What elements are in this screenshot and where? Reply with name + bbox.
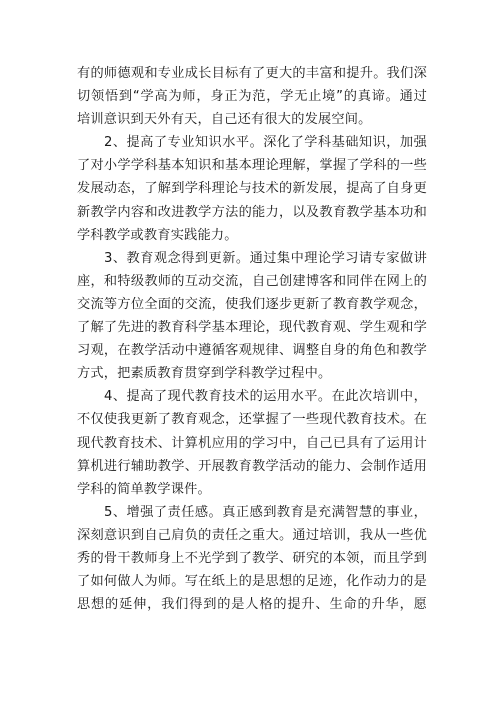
document-body <box>77 62 427 616</box>
text-line: 现代教育技术、计算机应用的学习中，自己已具有了运用计 <box>77 435 427 451</box>
text-line: 交流等方位全面的交流，使我们逐步更新了教育教学观念， <box>77 296 427 312</box>
paragraph-start-line: 2、提高了专业知识水平。深化了学科基础知识，加强 <box>104 135 427 151</box>
text-line: 方式，把素质教育贯穿到学科教学过程中。 <box>77 366 332 382</box>
text-line: 了对小学学科基本知识和基本理论理解，掌握了学科的一些 <box>77 158 427 174</box>
paragraph-start-line: 5、增强了责任感。真正感到教育是充满智慧的事业， <box>104 504 427 520</box>
text-line: 发展动态，了解到学科理论与技术的新发展，提高了自身更 <box>77 181 427 197</box>
text-line: 有的师德观和专业成长目标有了更大的丰富和提升。我们深 <box>77 66 427 81</box>
text-line: 了解了先进的教育科学基本理论，现代教育观、学生观和学 <box>77 320 427 336</box>
text-line: 培训意识到天外有天，自己还有很大的发展空间。 <box>77 112 372 128</box>
paragraph-start-line: 4、提高了现代教育技术的运用水平。在此次培训中， <box>104 389 427 405</box>
text-line: 算机进行辅助教学、开展教育教学活动的能力、会制作适用 <box>77 458 427 474</box>
text-line: 切领悟到“学高为师，身正为范，学无止境”的真谛。通过 <box>77 89 427 105</box>
paragraph-start-line: 3、教育观念得到更新。通过集中理论学习请专家做讲 <box>104 250 427 266</box>
text-line: 习观，在教学活动中遵循客观规律、调整自身的角色和教学 <box>77 343 427 359</box>
text-line: 思想的延伸，我们得到的是人格的提升、生命的升华，愿 <box>77 597 427 613</box>
text-line: 不仅使我更新了教育观念，还掌握了一些现代教育技术。在 <box>77 412 427 428</box>
text-line: 座，和特级教师的互动交流，自己创建博客和同伴在网上的 <box>77 273 427 289</box>
text-line: 新教学内容和改进教学方法的能力，以及教育教学基本功和 <box>77 204 427 220</box>
text-line: 学科教学或教育实践能力。 <box>77 227 238 243</box>
text-line: 秀的骨干教师身上不光学到了教学、研究的本领，而且学到 <box>77 550 427 566</box>
text-line: 深刻意识到自己肩负的责任之重大。通过培训，我从一些优 <box>77 527 427 543</box>
text-line: 学科的简单教学课件。 <box>77 481 211 497</box>
text-line: 了如何做人为师。写在纸上的是思想的足迹，化作动力的是 <box>77 574 427 590</box>
